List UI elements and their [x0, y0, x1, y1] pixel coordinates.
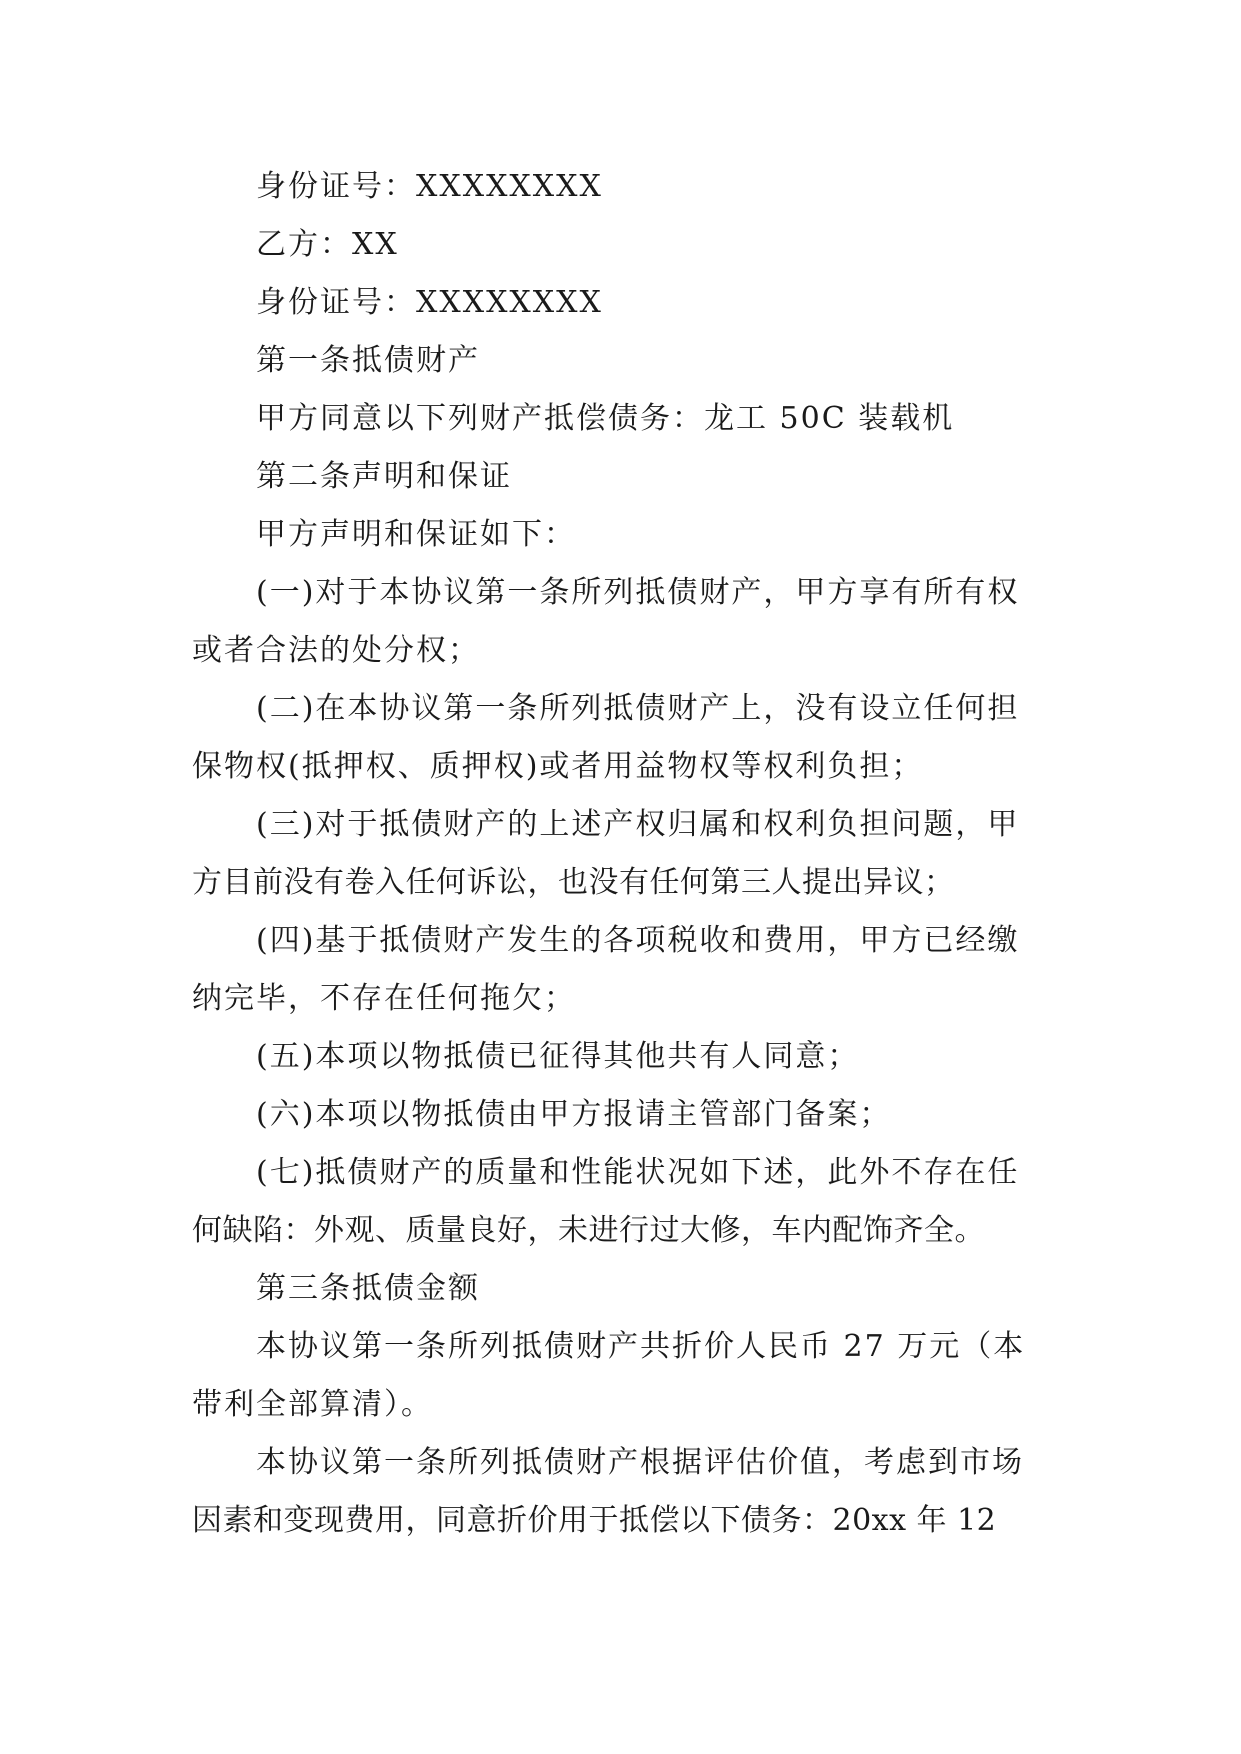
clause-5-line: (五)本项以物抵债已征得其他共有人同意；	[256, 1039, 860, 1074]
clause-1-line-2: 或者合法的处分权；	[192, 633, 480, 668]
clause-1-line-1: (一)对于本协议第一条所列抵债财产，甲方享有所有权	[256, 575, 1020, 610]
clause-4-line-1: (四)基于抵债财产发生的各项税收和费用，甲方已经缴	[256, 923, 1020, 958]
clause-7-line-2: 何缺陷：外观、质量良好，未进行过大修，车内配饰齐全。	[192, 1213, 985, 1248]
article-1-text: 甲方同意以下列财产抵偿债务：龙工 50C 装载机	[256, 401, 955, 436]
article-2-heading: 第二条声明和保证	[256, 459, 512, 494]
article-3-text-line-1: 本协议第一条所列抵债财产共折价人民币 27 万元（本	[256, 1329, 1026, 1364]
clause-2-line-2: 保物权(抵押权、质押权)或者用益物权等权利负担；	[192, 749, 924, 784]
clause-7-line-1: (七)抵债财产的质量和性能状况如下述，此外不存在任	[256, 1155, 1020, 1190]
clause-3-line-2: 方目前没有卷入任何诉讼，也没有任何第三人提出异议；	[192, 865, 955, 900]
document-body	[192, 158, 1050, 1550]
clause-3-line-1: (三)对于抵债财产的上述产权归属和权利负担问题，甲	[256, 807, 1020, 842]
clause-6-line: (六)本项以物抵债由甲方报请主管部门备案；	[256, 1097, 892, 1132]
party-b-line: 乙方：XX	[256, 227, 399, 262]
article-2-intro: 甲方声明和保证如下：	[256, 517, 576, 552]
article-3-text-line-2: 带利全部算清）。	[192, 1387, 433, 1422]
article-1-heading: 第一条抵债财产	[256, 343, 480, 378]
id-number-line-party-a: 身份证号：XXXXXXXX	[256, 169, 603, 204]
clause-4-line-2: 纳完毕，不存在任何拖欠；	[192, 981, 576, 1016]
article-3-para-2-line-1: 本协议第一条所列抵债财产根据评估价值，考虑到市场	[256, 1445, 1024, 1480]
article-3-para-2-line-2: 因素和变现费用，同意折价用于抵偿以下债务：20xx 年 12	[192, 1503, 997, 1538]
article-3-heading: 第三条抵债金额	[256, 1271, 480, 1306]
id-number-line-party-b: 身份证号：XXXXXXXX	[256, 285, 603, 320]
clause-2-line-1: (二)在本协议第一条所列抵债财产上，没有设立任何担	[256, 691, 1020, 726]
